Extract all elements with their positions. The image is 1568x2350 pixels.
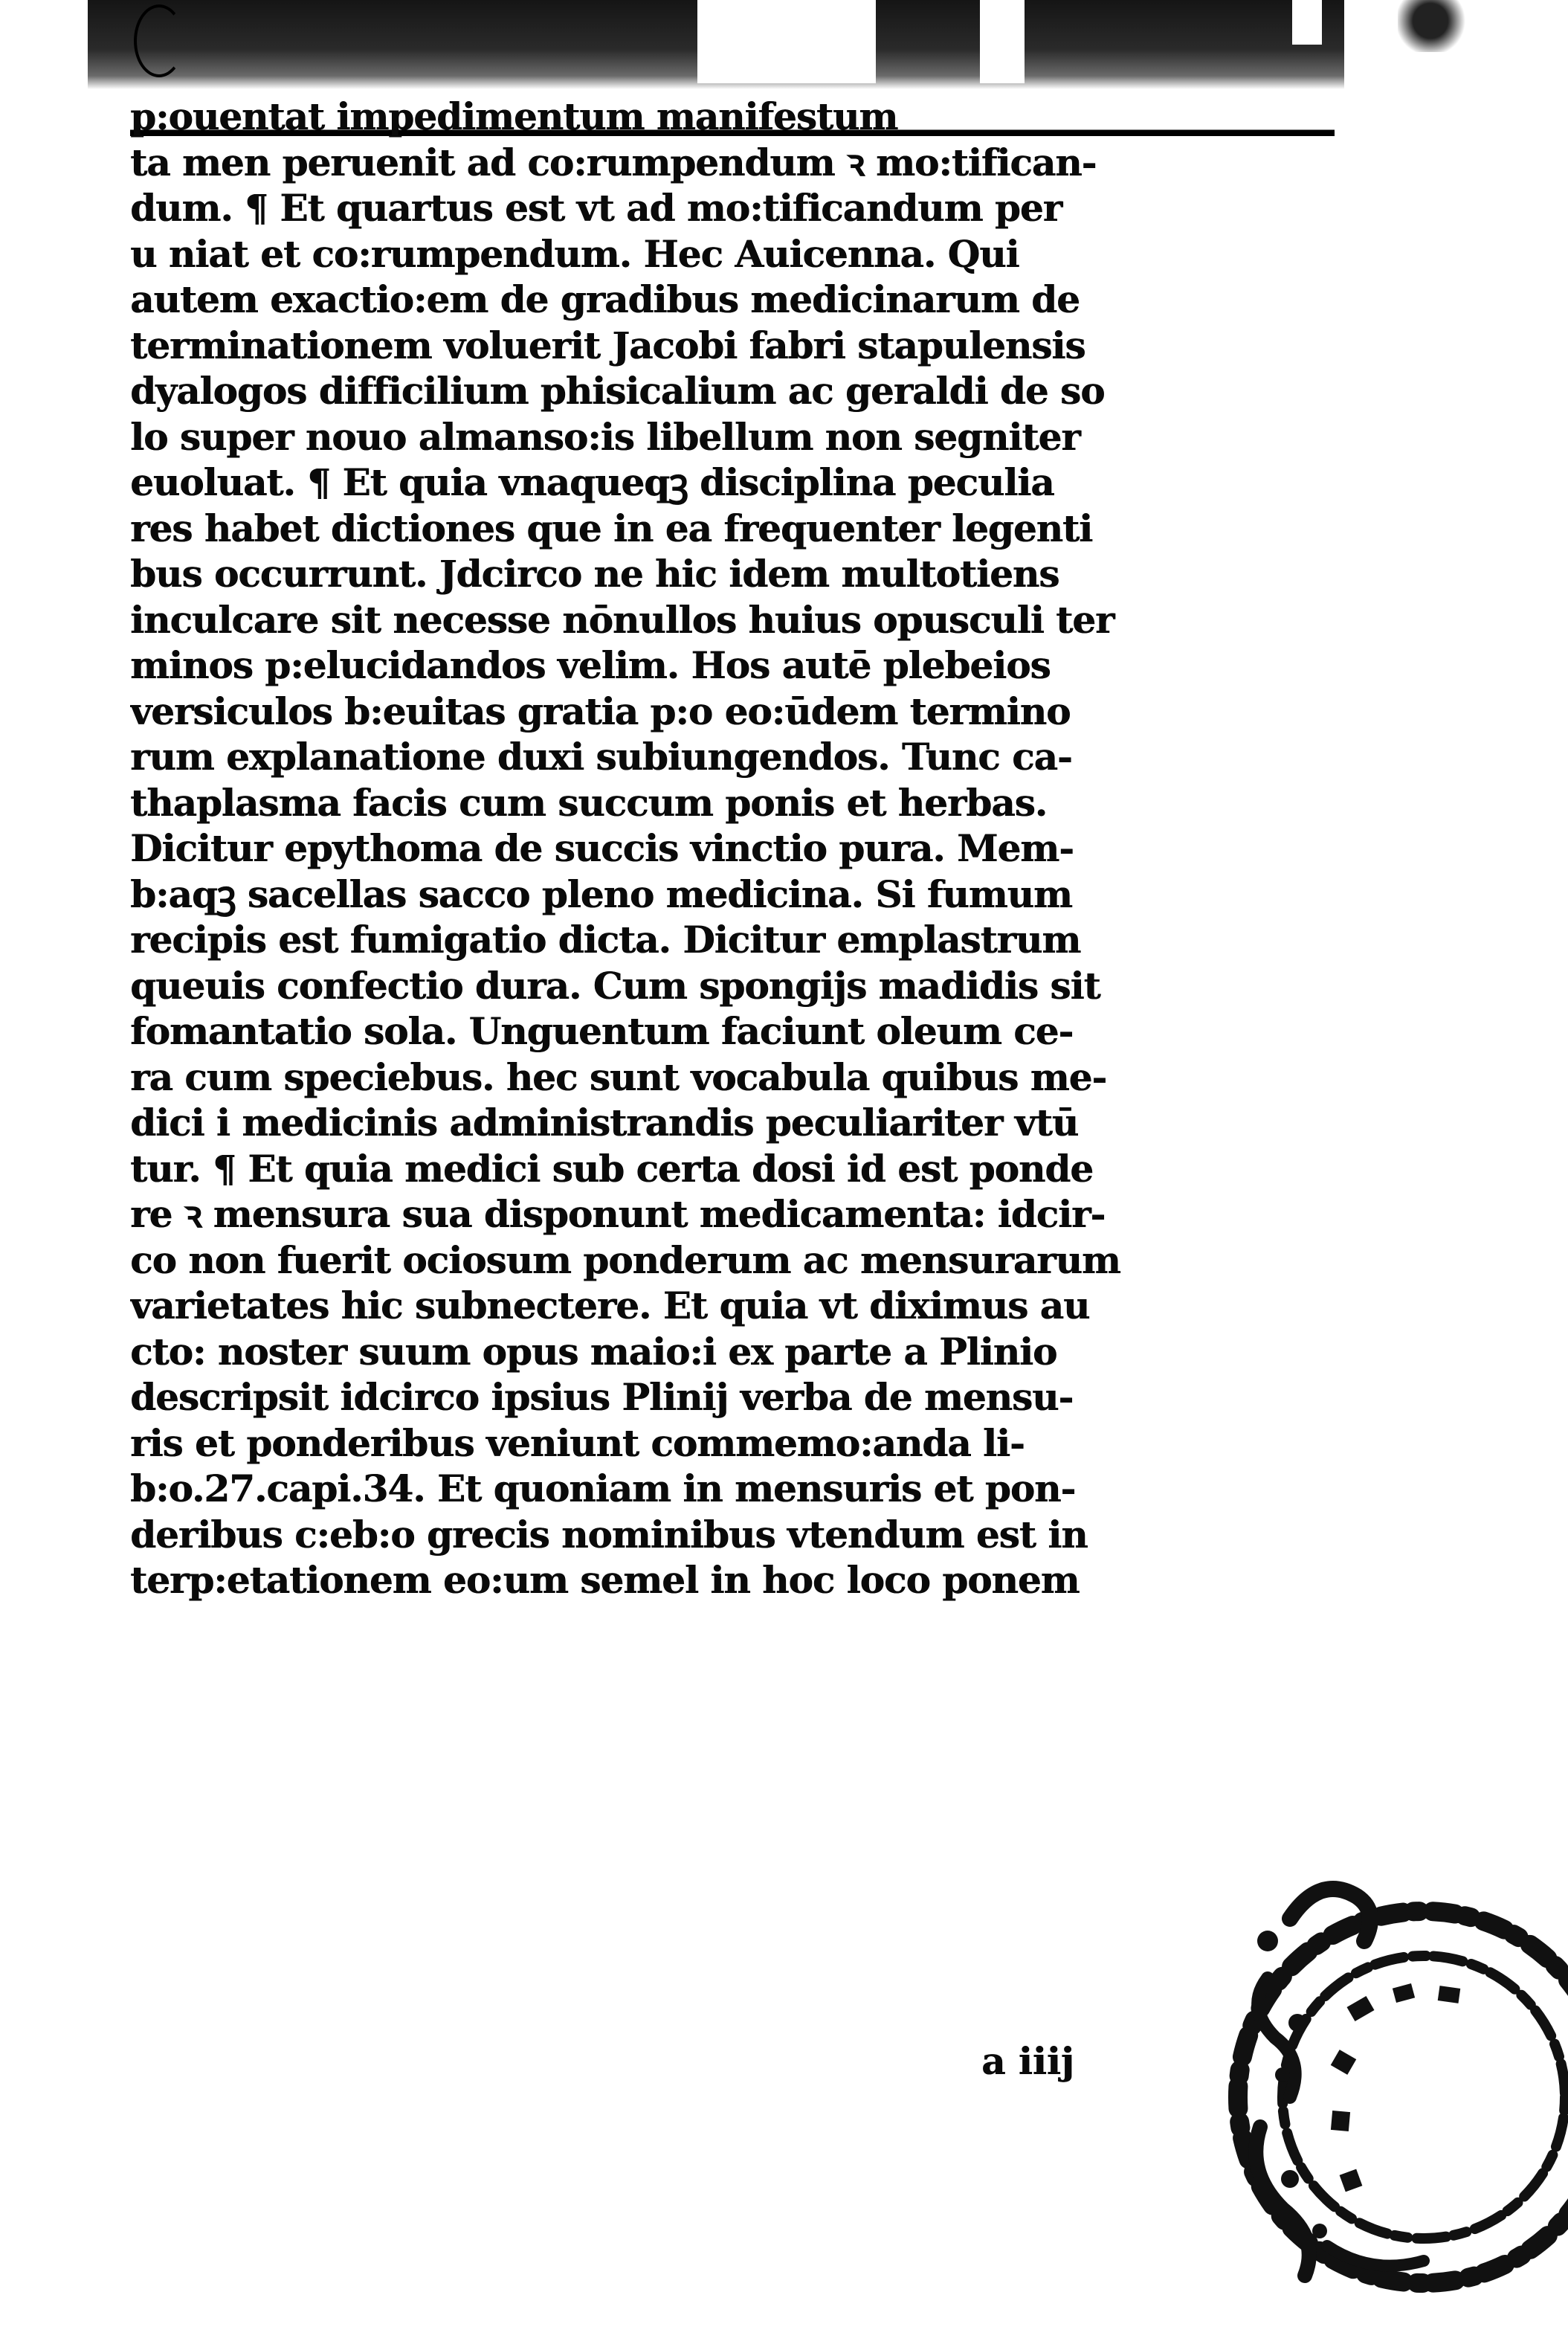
text-line: Dicitur epythoma de succis vinctio pura. Mem- bbox=[130, 826, 1074, 870]
text-line: bus occurrunt. Jdcirco ne hic idem multotiens bbox=[130, 552, 1059, 596]
scan-gap bbox=[980, 0, 1025, 83]
library-stamp-icon bbox=[1178, 1829, 1568, 2350]
text-line: ta men peruenit ad co:rumpendum ꝛ mo:tifican- bbox=[130, 140, 1097, 184]
text-line: recipis est fumigatio dicta. Dicitur emplastrum bbox=[130, 918, 1081, 962]
text-line: deribus c:eb:o grecis nominibus vtendum est in bbox=[130, 1512, 1088, 1557]
ink-curl-mark bbox=[134, 4, 184, 77]
text-line: res habet dictiones que in ea frequenter legenti bbox=[130, 506, 1093, 550]
page-body-text bbox=[130, 94, 1335, 1603]
text-line: thaplasma facis cum succum ponis et herbas. bbox=[130, 780, 1048, 825]
text-line: p:ouentat impedimentum manifestum bbox=[130, 94, 1335, 140]
text-line: re ꝛ mensura sua disponunt medicamenta: idcir- bbox=[130, 1192, 1106, 1236]
catchword-signature: a iiij bbox=[981, 2039, 1074, 2083]
text-line: ris et ponderibus veniunt commemo:anda li- bbox=[130, 1420, 1025, 1465]
text-line: terminationem voluerit Jacobi fabri stapulensis bbox=[130, 323, 1085, 367]
text-line: co non fuerit ociosum ponderum ac mensurarum bbox=[130, 1237, 1120, 1282]
text-line: b:o.27.capi.34. Et quoniam in mensuris et pon- bbox=[130, 1467, 1076, 1510]
text-line: autem exactio:em de gradibus medicinarum de bbox=[130, 277, 1080, 321]
text-line: queuis confectio dura. Cum spongijs madidis sit bbox=[130, 963, 1100, 1008]
text-line: fomantatio sola. Unguentum faciunt oleum ce- bbox=[130, 1009, 1074, 1053]
text-line: lo super nouo almanso:is libellum non segniter bbox=[130, 414, 1080, 459]
scan-gap bbox=[697, 0, 876, 83]
text-line: dici i medicinis administrandis peculiariter vtū bbox=[130, 1101, 1079, 1145]
text-line: inculcare sit necesse nōnullos huius opusculi ter bbox=[130, 597, 1114, 642]
text-line: euoluat. ¶ Et quia vnaqueqꝫ disciplina peculia bbox=[130, 460, 1054, 504]
text-line: versiculos b:euitas gratia p:o eo:ūdem termino bbox=[130, 689, 1071, 733]
corner-smudge bbox=[1398, 0, 1480, 52]
text-line: dyalogos difficilium phisicalium ac geraldi de so bbox=[130, 369, 1105, 413]
text-line: terp:etationem eo:um semel in hoc loco ponem bbox=[130, 1558, 1080, 1602]
text-line: dum. ¶ Et quartus est vt ad mo:tificandum per bbox=[130, 186, 1062, 230]
text-line: b:aqꝫ sacellas sacco pleno medicina. Si fumum bbox=[130, 872, 1072, 916]
text-line: u niat et co:rumpendum. Hec Auicenna. Qui bbox=[130, 231, 1019, 276]
text-line: rum explanatione duxi subiungendos. Tunc ca- bbox=[130, 735, 1072, 779]
scanned-header-strip bbox=[88, 0, 1344, 89]
text-line: minos p:elucidandos velim. Hos autē plebeios bbox=[130, 643, 1051, 687]
text-line: varietates hic subnectere. Et quia vt diximus au bbox=[130, 1284, 1090, 1327]
text-line: descripsit idcirco ipsius Plinij verba de mensu- bbox=[130, 1375, 1074, 1419]
text-line: cto: noster suum opus maio:i ex parte a Plinio bbox=[130, 1329, 1057, 1374]
text-line: ra cum speciebus. hec sunt vocabula quibus me- bbox=[130, 1055, 1107, 1099]
text-line: tur. ¶ Et quia medici sub certa dosi id est ponde bbox=[130, 1146, 1093, 1191]
scan-gap bbox=[1292, 0, 1322, 45]
